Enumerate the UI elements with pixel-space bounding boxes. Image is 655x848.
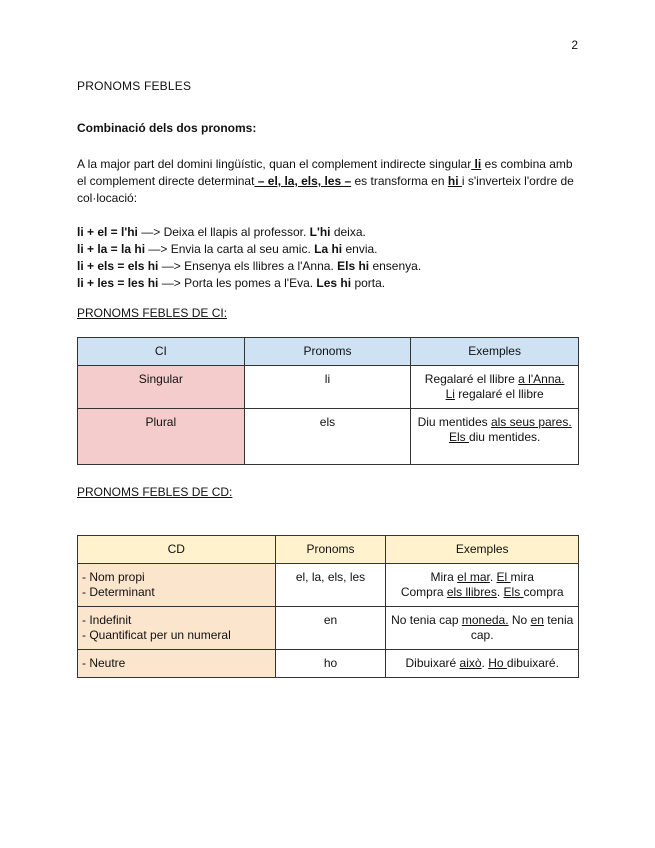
paragraph-hi: hi xyxy=(447,174,462,188)
intro-paragraph xyxy=(77,156,579,207)
paragraph-text-2: es combina amb el complement directe determinat xyxy=(77,157,573,188)
table-header: CI xyxy=(78,338,245,366)
page-number: 2 xyxy=(571,38,578,52)
table-row xyxy=(78,366,579,409)
paragraph-text-4: i s'inverteix l'ordre de col·locació: xyxy=(77,174,574,205)
example-cell: Regalaré el llibre a l'Anna. Li regalaré el llibre xyxy=(411,366,579,409)
paragraph-determinants: – el, la, els, les – xyxy=(254,174,352,188)
category-cell: - Neutre xyxy=(78,650,276,678)
example-cell: Dibuixaré això. Ho dibuixaré. xyxy=(386,650,579,678)
table-row xyxy=(78,650,579,678)
rule-line: li + la = la hi —> Envia la carta al seu amic. La hi envia. xyxy=(77,242,378,256)
table-header: Pronoms xyxy=(244,338,411,366)
table-header: Exemples xyxy=(386,536,579,564)
table-header: Pronoms xyxy=(275,536,386,564)
example-cell: No tenia cap moneda. No en tenia cap. xyxy=(386,607,579,650)
section-title: Combinació dels dos pronoms: xyxy=(77,121,257,135)
category-cell: Singular xyxy=(78,366,245,409)
category-cell: - Nom propi - Determinant xyxy=(78,564,276,607)
category-cell: Plural xyxy=(78,409,245,465)
pronoun-cell: el, la, els, les xyxy=(275,564,386,607)
table-row xyxy=(78,564,579,607)
table-row xyxy=(78,409,579,465)
doc-heading: PRONOMS FEBLES xyxy=(77,79,192,93)
pronoun-cell: li xyxy=(244,366,411,409)
example-cell: Mira el mar. El mira Compra els llibres. Els compra xyxy=(386,564,579,607)
paragraph-li: li xyxy=(471,157,482,171)
example-cell: Diu mentides als seus pares. Els diu mentides. xyxy=(411,409,579,465)
table-header-row xyxy=(78,536,579,564)
paragraph-text-1: A la major part del domini lingüístic, quan el complement indirecte singular xyxy=(77,157,472,171)
pronoun-cell: ho xyxy=(275,650,386,678)
table-header: CD xyxy=(78,536,276,564)
table-header-row xyxy=(78,338,579,366)
ci-table xyxy=(77,337,579,465)
pronoun-cell: en xyxy=(275,607,386,650)
cd-table xyxy=(77,535,579,678)
rule-line: li + el = l'hi —> Deixa el llapis al professor. L'hi deixa. xyxy=(77,225,366,239)
combination-rules xyxy=(77,224,579,292)
cd-heading: PRONOMS FEBLES DE CD: xyxy=(77,485,233,499)
document-body xyxy=(77,79,579,678)
ci-heading: PRONOMS FEBLES DE CI: xyxy=(77,306,228,320)
pronoun-cell: els xyxy=(244,409,411,465)
rule-line: li + les = les hi —> Porta les pomes a l'Eva. Les hi porta. xyxy=(77,276,386,290)
table-header: Exemples xyxy=(411,338,579,366)
rule-line: li + els = els hi —> Ensenya els llibres a l'Anna. Els hi ensenya. xyxy=(77,259,422,273)
category-cell: - Indefinit - Quantificat per un numeral xyxy=(78,607,276,650)
table-row xyxy=(78,607,579,650)
paragraph-text-3: es transforma en xyxy=(351,174,448,188)
